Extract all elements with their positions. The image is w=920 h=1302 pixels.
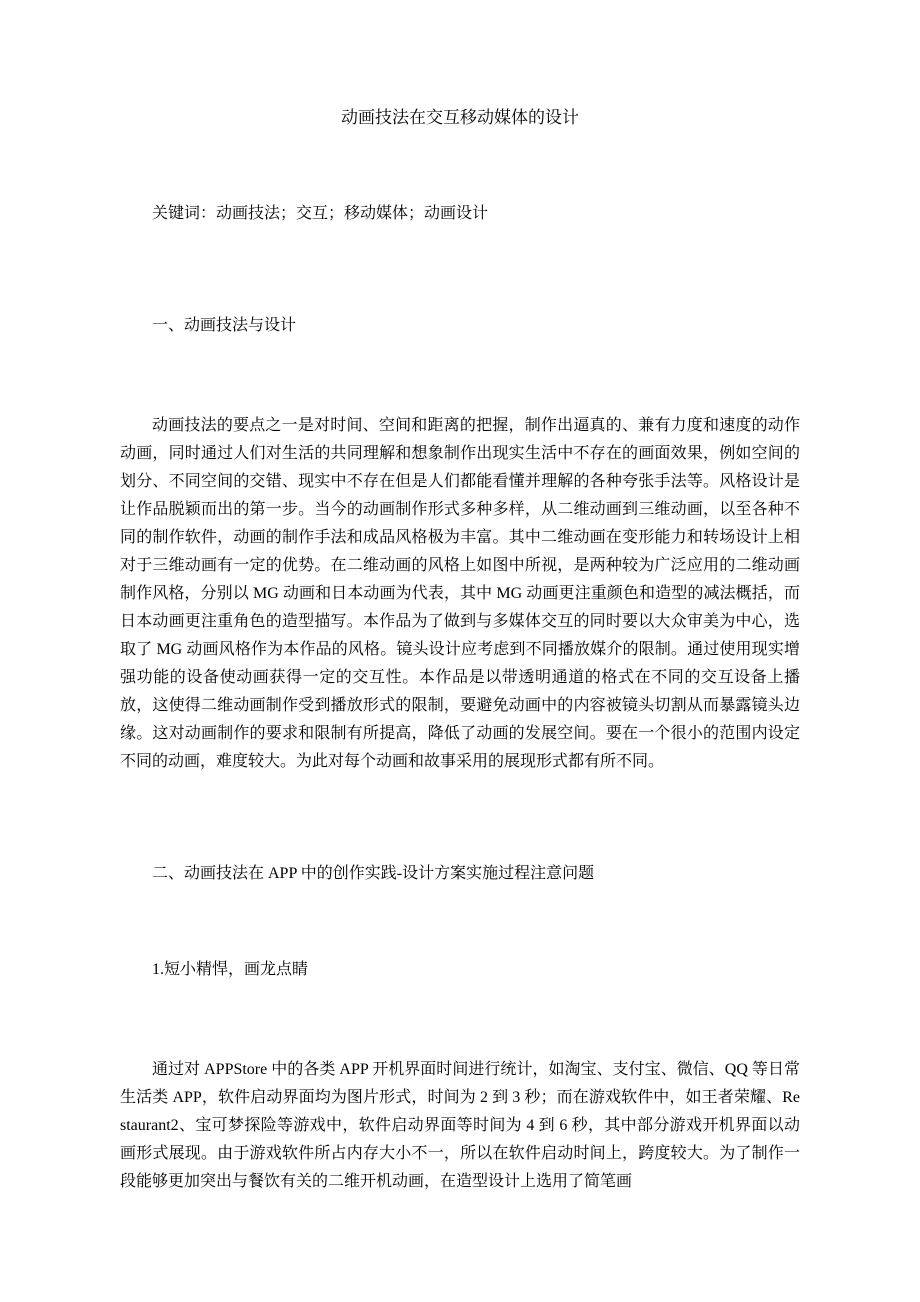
section-2-paragraph: 通过对 APPStore 中的各类 APP 开机界面时间进行统计，如淘宝、支付宝、微信、QQ 等日常生活类 APP，软件启动界面均为图片形式，时间为 2 到 3 秒；而在游戏软件中，如王者荣耀、Restaurant2、宝可梦探险等游戏中，软件启动界面等时间为 4 到 6 秒，其中部分游戏开机界面以动画形式展现。由于游戏软件所占内存大小不一，所以在软件启动时间上，跨度较大。为了制作一段能够更加突出与餐饮有关的二维开机动画，在造型设计上选用了简笔画	[120, 1061, 800, 1190]
document-page	[120, 0, 800, 1296]
section-1-paragraph: 动画技法的要点之一是对时间、空间和距离的把握，制作出逼真的、兼有力度和速度的动作动画，同时通过人们对生活的共同理解和想象制作出现实生活中不存在的画面效果，例如空间的划分、不同空间的交错、现实中不存在但是人们都能看懂并理解的各种夸张手法等。风格设计是让作品脱颖而出的第一步。当今的动画制作形式多种多样，从二维动画到三维动画，以至各种不同的制作软件，动画的制作手法和成品风格极为丰富。其中二维动画在变形能力和转场设计上相对于三维动画有一定的优势。在二维动画的风格上如图中所视，是两种较为广泛应用的二维动画制作风格，分别以 MG 动画和日本动画为代表，其中 MG 动画更注重颜色和造型的减法概括，而日本动画更注重角色的造型描写。本作品为了做到与多媒体交互的同时要以大众审美为中心，选取了 MG 动画风格作为本作品的风格。镜头设计应考虑到不同播放媒介的限制。通过使用现实增强功能的设备使动画获得一定的交互性。本作品是以带透明通道的格式在不同的交互设备上播放，这使得二维动画制作受到播放形式的限制，要避免动画中的内容被镜头切割从而暴露镜头边缘。这对动画制作的要求和限制有所提高，降低了动画的发展空间。要在一个很小的范围内设定不同的动画，难度较大。为此对每个动画和故事采用的展现形式都有所不同。	[120, 417, 800, 770]
section-2-subheading: 1.短小精悍，画龙点睛	[152, 961, 309, 978]
keywords-line: 关键词：动画技法；交互；移动媒体；动画设计	[152, 205, 489, 222]
section-1-heading: 一、动画技法与设计	[152, 317, 297, 334]
section-2-heading: 二、动画技法在 APP 中的创作实践-设计方案实施过程注意问题	[152, 865, 595, 882]
document-title: 动画技法在交互移动媒体的设计	[341, 108, 579, 127]
